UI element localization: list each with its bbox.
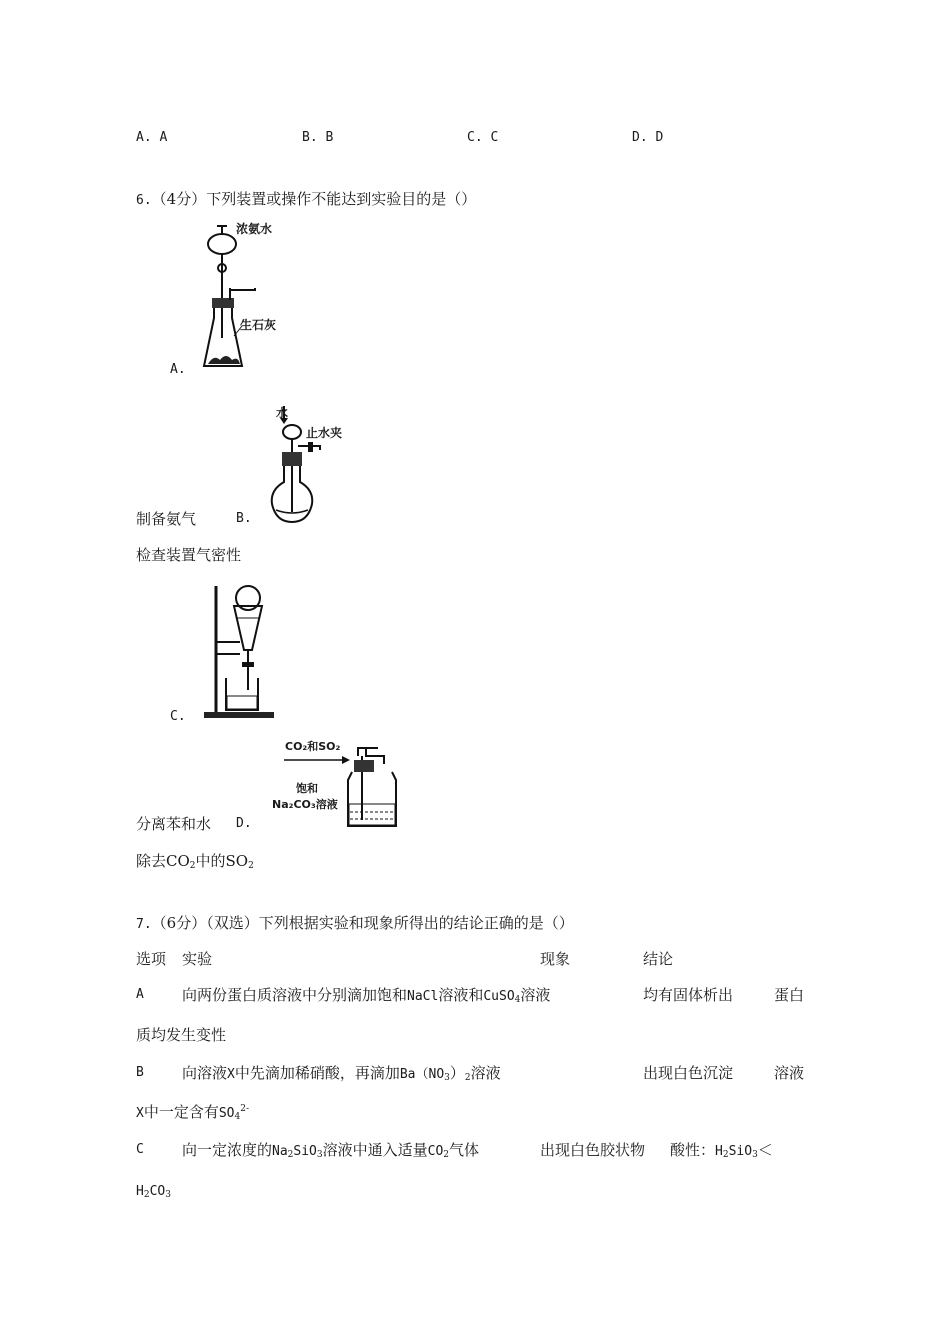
q7-row-a-experiment: 向两份蛋白质溶液中分别滴加饱和NaCl溶液和CuSO$_4$溶液 (182, 986, 551, 1005)
fig-a-label-ammonia: 浓氨水 (236, 222, 273, 236)
q6-stem: 6.（4分）下列装置或操作不能达到实验目的是（） (136, 190, 477, 208)
q7-row-b-experiment: 向溶液X中先滴加稀硝酸，再滴加$Ba(NO_3)_2$溶液 (182, 1064, 501, 1083)
q6-option-b-caption: 检查装置气密性 (136, 546, 242, 564)
q7-row-c-conclusion-1: 酸性：$H_2SiO_3<$ (670, 1141, 773, 1160)
q6-option-c-caption: 分离苯和水 (136, 815, 212, 833)
q6-option-d-label: D. (236, 816, 252, 831)
q7-header-experiment: 实验 (182, 950, 213, 968)
q6-option-a-label: A. (170, 362, 186, 377)
q5-option-a: A. A (136, 130, 168, 145)
q7-row-a-conclusion-1: 蛋白 (774, 986, 805, 1004)
q6-option-c-label: C. (170, 709, 186, 724)
q6-option-b-label: B. (236, 511, 252, 526)
q7-row-c-experiment: 向一定浓度的$Na_2SiO_3$溶液中通入适量$CO_2$气体 (182, 1141, 480, 1160)
q7-header-option: 选项 (136, 950, 167, 968)
q7-row-a-phenomenon: 均有固体析出 (643, 986, 734, 1004)
q7-row-b-option: B (136, 1065, 144, 1080)
fig-d-label-gas: CO₂和SO₂ (285, 740, 341, 753)
q7-row-c-option: C (136, 1142, 144, 1157)
q6-option-a-caption: 制备氨气 (136, 510, 197, 528)
q5-option-c: C. C (467, 130, 499, 145)
q7-row-b-conclusion-2: X中一定含有$SO_4^{2-}$ (136, 1103, 250, 1122)
fig-b-label-water: 水 (276, 406, 289, 420)
fig-d-label-solution: Na₂CO₃溶液 (272, 798, 338, 811)
q7-row-c-phenomenon: 出现白色胶状物 (540, 1141, 646, 1159)
q7-row-a-conclusion-2: 质均发生变性 (136, 1026, 227, 1044)
q6-option-d-caption: 除去$CO_2$中的$SO_2$ (136, 852, 254, 871)
q7-row-c-conclusion-2: $H_2CO_3$ (136, 1184, 171, 1200)
ammonia-apparatus-figure (200, 218, 290, 378)
fig-d-label-saturated: 饱和 (296, 782, 318, 795)
airtightness-apparatus-figure (268, 402, 358, 532)
q5-option-b: B. B (302, 130, 334, 145)
q7-row-b-conclusion-1: 溶液 (774, 1064, 805, 1082)
fig-a-label-quicklime: 生石灰 (240, 318, 277, 332)
separatory-funnel-figure (196, 578, 286, 724)
q7-header-conclusion: 结论 (643, 950, 674, 968)
q7-stem: 7.（6分）（双选）下列根据实验和现象所得出的结论正确的是（） (136, 914, 574, 932)
q5-option-d: D. D (632, 130, 664, 145)
q7-row-a-option: A (136, 987, 144, 1002)
q7-row-b-phenomenon: 出现白色沉淀 (643, 1064, 734, 1082)
q7-header-phenomenon: 现象 (540, 950, 571, 968)
fig-b-label-clamp: 止水夹 (306, 426, 343, 440)
